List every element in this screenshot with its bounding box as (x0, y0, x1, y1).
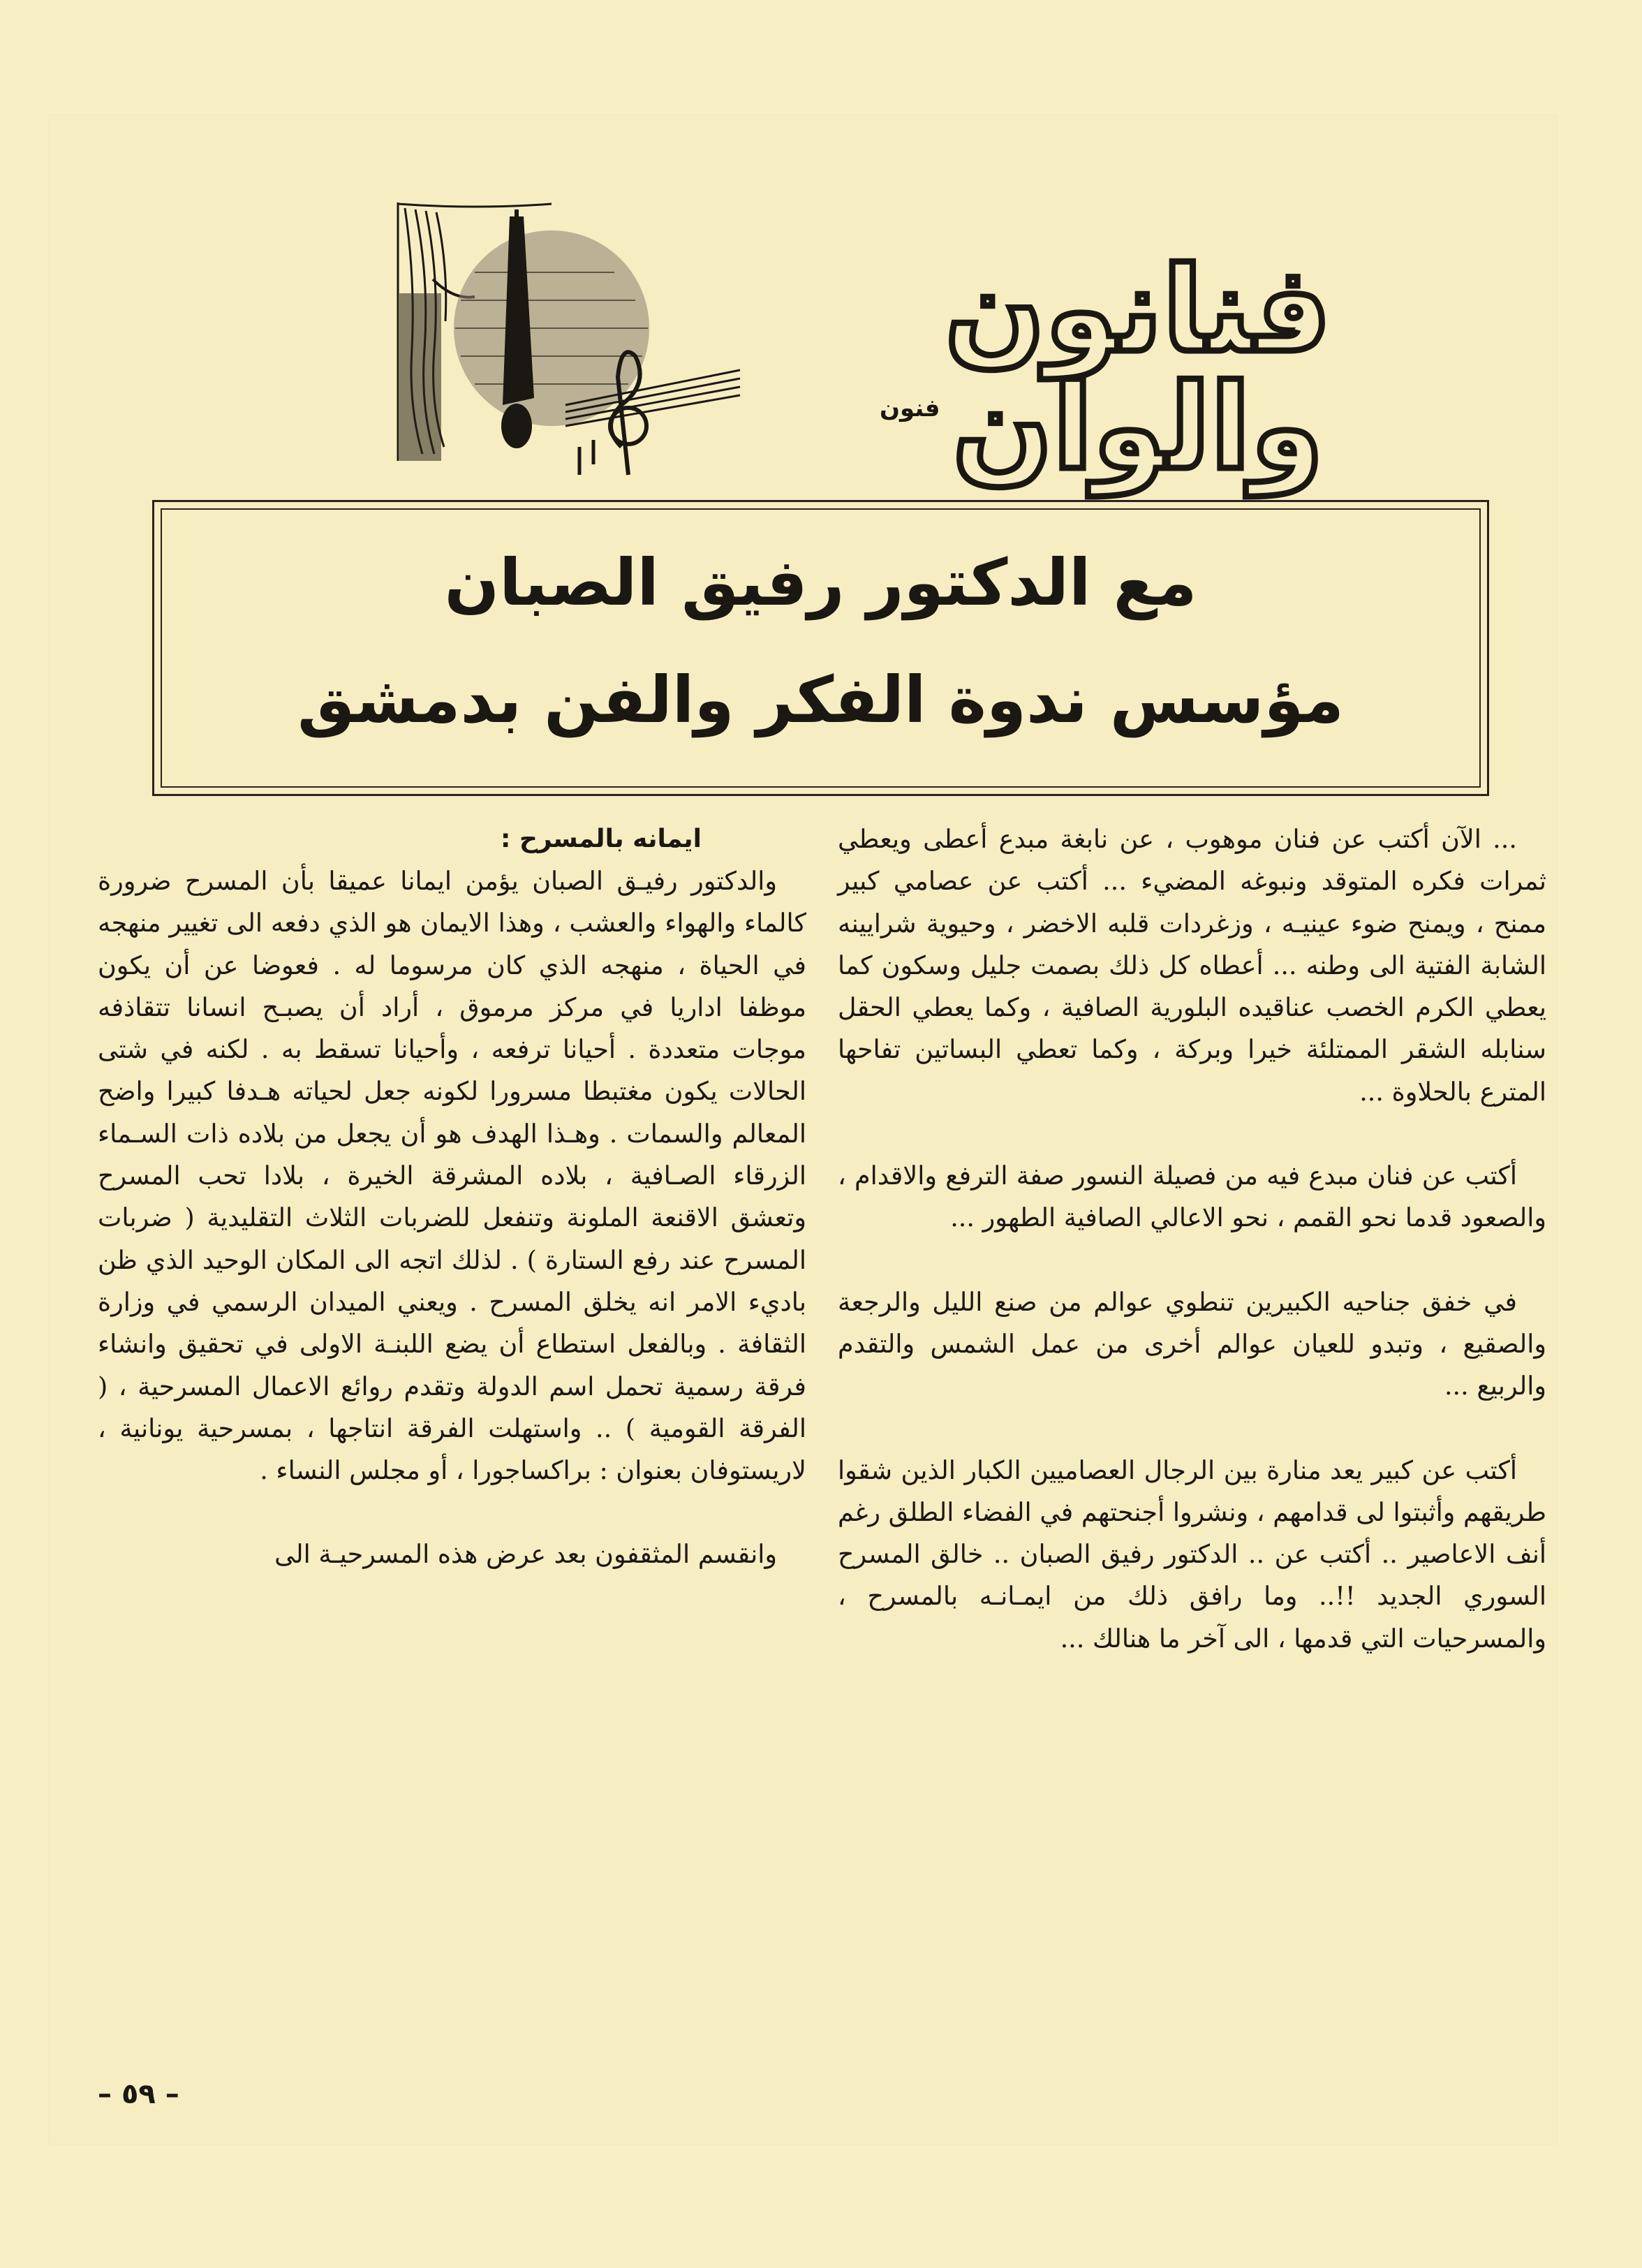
masthead (391, 196, 1529, 496)
article-column-left (98, 818, 806, 1576)
masthead-title: فنانون والوان (945, 242, 1331, 496)
paragraph: أكتب عن فنان مبدع فيه من فصيلة النسور صفة الترفع والاقدام ، والصعود قدما نحو القمم ، نحو الاعالي الصافية الطهور ... (838, 1161, 1546, 1233)
theatre-curtain-violin-icon (391, 196, 782, 482)
page-number: – ٥٩ – (98, 2078, 179, 2110)
paragraph: والدكتور رفيـق الصبان يؤمن ايمانا عميقا بأن المسرح ضرورة كالماء والهواء والعشب ، وهذا الايمان هو الذي دفعه الى تغيير منهجه في الحياة ، منهجه الذي كان مرسوما له . فعوضا عن أن يكون موظفا اداريا في مركز مرموق ، أراد أن يصبـح انسانا تتقاذفه موجات متعددة . أحيانا ترفعه ، وأحيانا تسقط به . لكنه في شتى الحالات يكون مغتبطا مسرورا لكونه جعل لحياته هـدفا كبيرا واضح المعالم والسمات . وهـذا الهدف هو أن يجعل من بلاده ذات السـماء الزرقاء الصـافية ، بلاده المشرقة الخيرة ، بلادا تحب المسرح وتعشق الاقنعة الملونة وتنفعل للضربات الثلاث التقليدية ( ضربات المسرح عند رفع الستارة ) . لذلك اتجه الى المكان الوحيد الذي ظن باديء الامر انه يخلق المسرح . ويعني الميدان الرسمي في وزارة الثقافة . وبالفعل استطاع أن يضع اللبنـة الاولى في تحقيق وانشاء فرقة رسمية تحمل اسم الدولة وتقدم روائع الاعمال المسرحية ، ( الفرقة القومية ) .. واستهلت الفرقة انتاجها ، بمسرحية يونانية ، لاريستوفان بعنوان : براكساجورا ، أو مجلس النساء . (98, 866, 806, 1486)
paragraph: وانقسم المثقفون بعد عرض هذه المسرحيـة الى (274, 1539, 777, 1570)
paragraph: أكتب عن كبير يعد منارة بين الرجال العصاميين الكبار الذين شقوا طريقهم وأثبتوا لى قدامهم ، ونشروا أجنحتهم في الفضاء الطلق رغم أنف الاعاصير .. أكتب عن .. الدكتور رفيق الصبان .. خالق المسرح السوري الجديد !!.. وما رافق ذلك من ايمـانـه بالمسرح ، والمسرحيات التي قدمها ، الى آخر ما هنالك ... (838, 1455, 1546, 1654)
section-heading: ايمانه بالمسرح : (501, 825, 702, 853)
masthead-subtitle: فنون (880, 395, 940, 422)
headline-line-2: مؤسس ندوة الفكر والفن بدمشق (297, 663, 1344, 737)
paragraph: في خفق جناحيه الكبيرين تنطوي عوالم من صنع الليل والرجعة والصقيع ، وتبدو للعيان عوالم أخرى من عمل الشمس والتقدم والربيع ... (838, 1286, 1546, 1401)
paragraph: ... الآن أكتب عن فنان موهوب ، عن نابغة مبدع أعطى ويعطي ثمرات فكره المتوقد ونبوغه المضيء ... أكتب عن عصامي كبير ممنح ، ويمنح ضوء عينيـه ، وزغردات قلبه الاخضر ، وحيوية شرايينه الشابة الفتية الى وطنه ... أعطاه كل ذلك بصمت جليل وسكون كما يعطي الكرم الخصب عناقيده البلورية الصافية ، وكما يعطي الحقل سنابله الشقر الممتلئة خيرا وبركة ، وكما تعطي البساتين تفاحها المترع بالحلاوة ... (838, 824, 1546, 1107)
headline-box (152, 500, 1489, 796)
article-column-right (838, 818, 1546, 1660)
headline-line-1: مع الدكتور رفيق الصبان (444, 545, 1197, 620)
